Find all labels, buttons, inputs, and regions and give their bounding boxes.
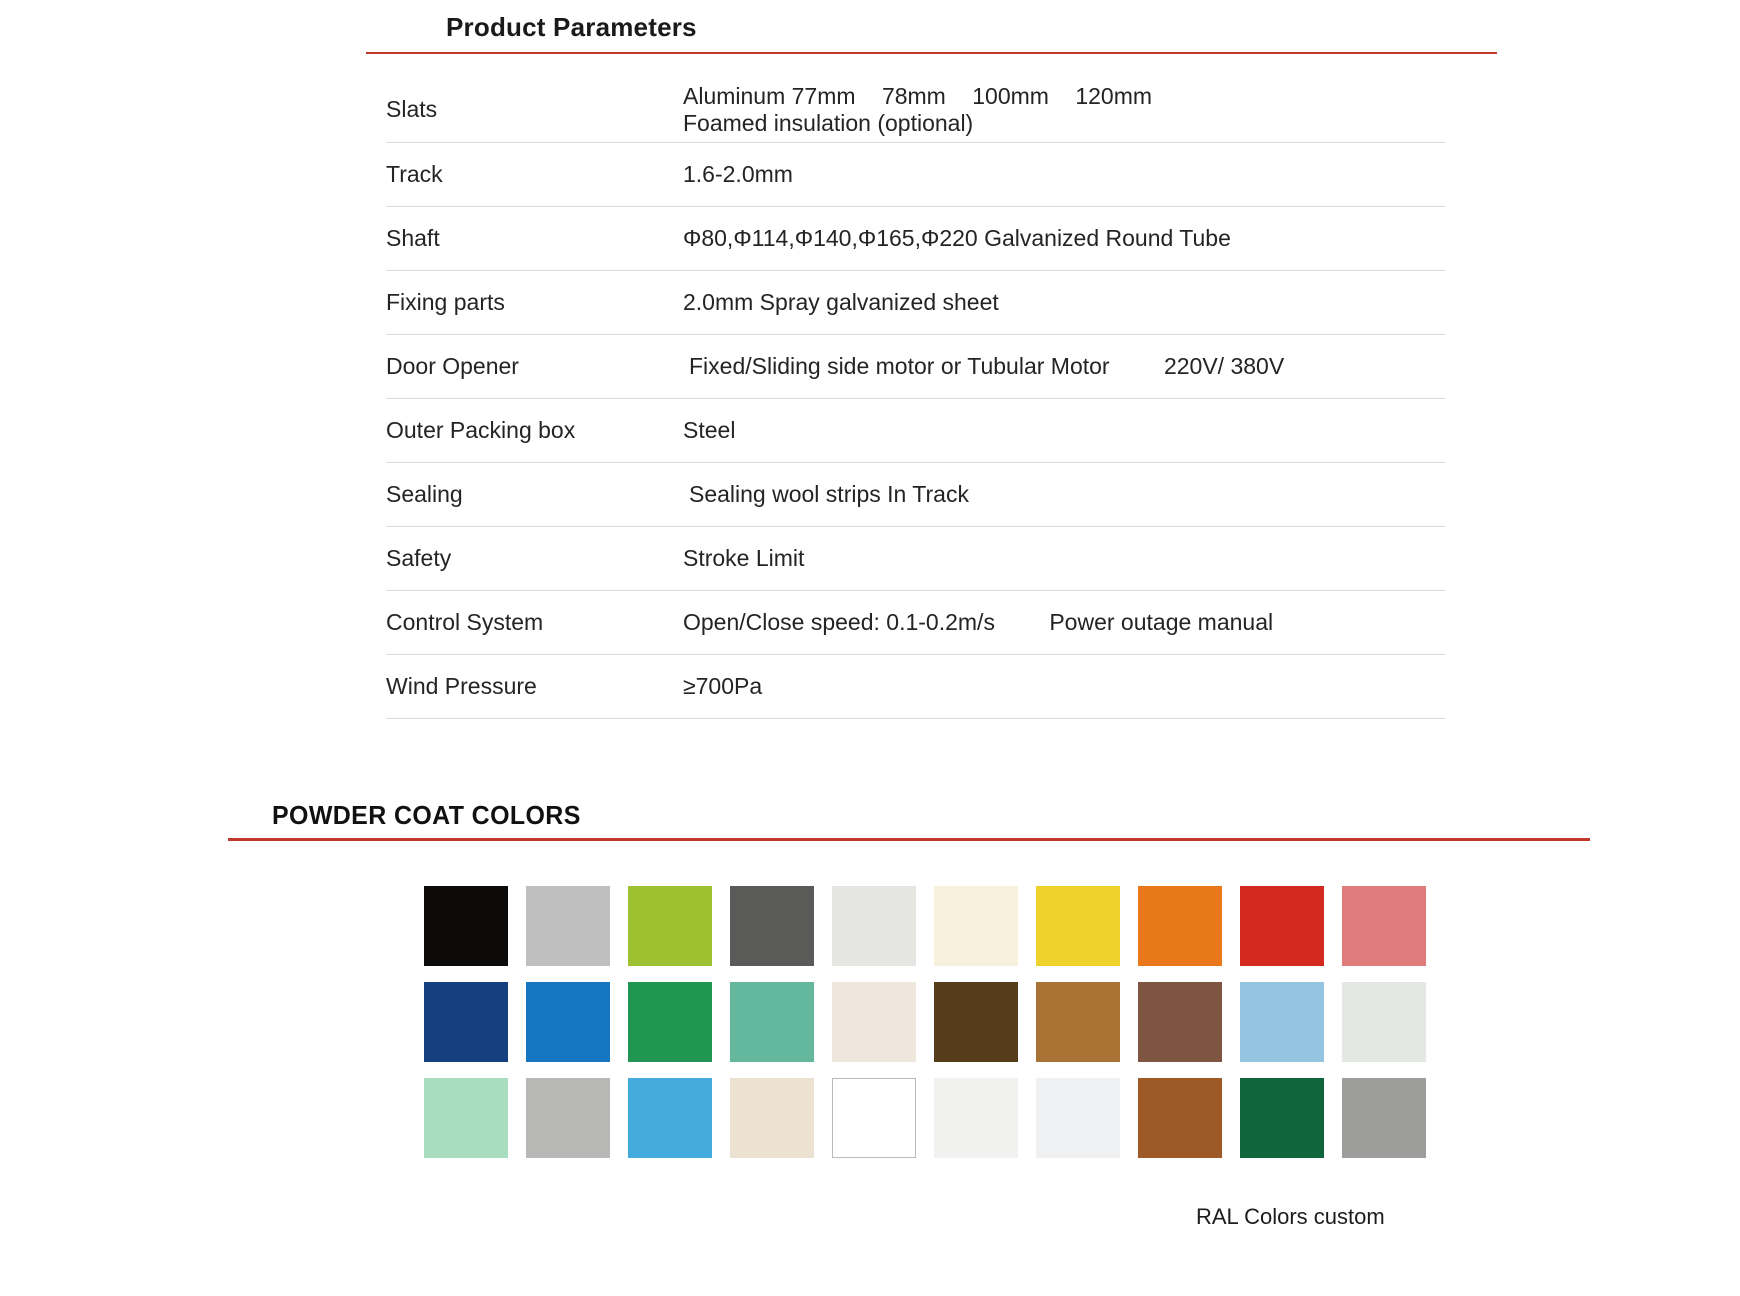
param-value-part: 120mm	[1075, 82, 1153, 109]
powder-coat-colors-title: POWDER COAT COLORS	[272, 800, 581, 830]
color-swatch-pale-grey[interactable]	[832, 886, 916, 966]
color-swatch-red[interactable]	[1240, 886, 1324, 966]
param-key: Slats	[386, 78, 683, 142]
color-swatch-ochre-brown[interactable]	[1036, 982, 1120, 1062]
param-value-part: Steel	[683, 416, 736, 443]
color-swatch-medium-brown[interactable]	[1138, 982, 1222, 1062]
param-value	[683, 142, 1445, 206]
param-key: Door Opener	[386, 334, 683, 398]
color-swatch-light-blue[interactable]	[628, 1078, 712, 1158]
section-divider-rule	[366, 52, 1497, 54]
table-row	[386, 654, 1445, 718]
color-swatch-orange[interactable]	[1138, 886, 1222, 966]
color-swatch-pale-white-blue[interactable]	[1036, 1078, 1120, 1158]
color-swatch-beige[interactable]	[730, 1078, 814, 1158]
color-swatch-dark-brown[interactable]	[934, 982, 1018, 1062]
param-key: Sealing	[386, 462, 683, 526]
table-row	[386, 78, 1445, 142]
param-value	[683, 398, 1445, 462]
param-value	[683, 78, 1445, 142]
table-row	[386, 526, 1445, 590]
color-swatch-sky-blue[interactable]	[1240, 982, 1324, 1062]
param-key: Wind Pressure	[386, 654, 683, 718]
table-row	[386, 206, 1445, 270]
ral-colors-note: RAL Colors custom	[1196, 1204, 1385, 1229]
table-row	[386, 270, 1445, 334]
param-value-part: Aluminum 77mm	[683, 82, 856, 109]
color-swatch-dark-grey[interactable]	[730, 886, 814, 966]
param-value-part: Fixed/Sliding side motor or Tubular Motor	[689, 352, 1110, 379]
param-value	[683, 334, 1445, 398]
param-value-part: Foamed insulation (optional)	[683, 109, 974, 136]
color-swatch-salmon-pink[interactable]	[1342, 886, 1426, 966]
param-key: Safety	[386, 526, 683, 590]
color-swatch-off-white[interactable]	[934, 1078, 1018, 1158]
param-key: Shaft	[386, 206, 683, 270]
param-value-part: 2.0mm Spray galvanized sheet	[683, 288, 999, 315]
table-row	[386, 590, 1445, 654]
param-key: Control System	[386, 590, 683, 654]
section-divider-rule	[228, 838, 1590, 841]
table-row	[386, 334, 1445, 398]
param-value	[683, 462, 1445, 526]
param-value-part: 1.6-2.0mm	[683, 160, 793, 187]
color-swatch-grid	[424, 886, 1432, 1162]
param-value	[683, 590, 1445, 654]
table-row	[386, 398, 1445, 462]
color-swatch-ivory[interactable]	[832, 982, 916, 1062]
color-swatch-azure-blue[interactable]	[526, 982, 610, 1062]
param-value-part: Φ80,Φ114,Φ140,Φ165,Φ220 Galvanized Round Tube	[683, 224, 1231, 251]
param-key: Outer Packing box	[386, 398, 683, 462]
color-swatch-sea-green[interactable]	[730, 982, 814, 1062]
param-value-part: Open/Close speed: 0.1-0.2m/s	[683, 608, 995, 635]
table-row	[386, 462, 1445, 526]
product-parameters-title: Product Parameters	[446, 12, 697, 42]
param-value	[683, 206, 1445, 270]
param-value	[683, 526, 1445, 590]
table-row	[386, 142, 1445, 206]
color-swatch-warm-grey[interactable]	[526, 1078, 610, 1158]
color-swatch-grey[interactable]	[1342, 1078, 1426, 1158]
color-swatch-pale-mint-grey[interactable]	[1342, 982, 1426, 1062]
product-parameters-table	[386, 78, 1445, 719]
color-swatch-navy-blue[interactable]	[424, 982, 508, 1062]
color-swatch-white[interactable]	[832, 1078, 916, 1158]
param-value-part: 78mm	[881, 82, 946, 109]
param-key: Track	[386, 142, 683, 206]
color-swatch-mint-green[interactable]	[424, 1078, 508, 1158]
param-value-part: ≥700Pa	[683, 672, 763, 699]
color-swatch-dark-green[interactable]	[1240, 1078, 1324, 1158]
color-swatch-light-grey[interactable]	[526, 886, 610, 966]
param-key: Fixing parts	[386, 270, 683, 334]
param-value-part: 220V/ 380V	[1163, 352, 1285, 379]
param-value	[683, 270, 1445, 334]
color-swatch-green[interactable]	[628, 982, 712, 1062]
param-value-part: Sealing wool strips In Track	[689, 480, 969, 507]
color-swatch-yellow[interactable]	[1036, 886, 1120, 966]
color-swatch-copper-brown[interactable]	[1138, 1078, 1222, 1158]
color-swatch-yellow-green[interactable]	[628, 886, 712, 966]
param-value-part: Power outage manual	[1049, 608, 1274, 635]
param-value-part: 100mm	[972, 82, 1049, 109]
color-swatch-cream[interactable]	[934, 886, 1018, 966]
param-value-part: Stroke Limit	[683, 544, 805, 571]
param-value	[683, 654, 1445, 718]
color-swatch-black[interactable]	[424, 886, 508, 966]
